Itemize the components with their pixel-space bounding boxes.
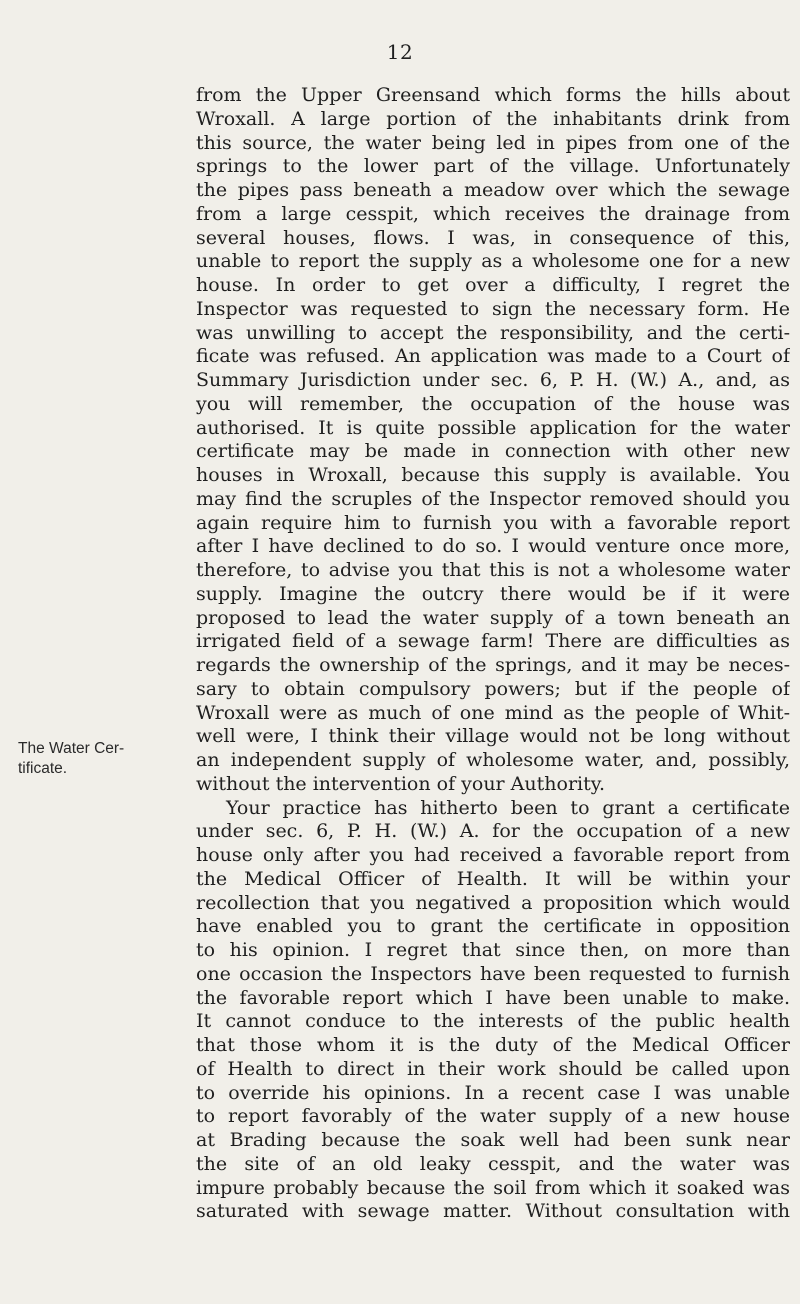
text-line: from a large cesspit, which receives the drainage from [196, 202, 790, 225]
text-line: springs to the lower part of the village. Unfortunately [196, 155, 790, 178]
text-line: regards the ownership of the springs, and it may be neces- [196, 654, 790, 676]
text-line: ficate was refused. An application was made to a Court of [196, 345, 790, 368]
text-line: from the Upper Greensand which forms the hills about [196, 84, 790, 106]
text-line: Wroxall. A large portion of the inhabitants drink from [196, 107, 790, 130]
text-line: an independent supply of wholesome water, and, possibly, [196, 749, 790, 771]
marginal-note [18, 739, 188, 779]
text-line: without the intervention of your Authority. [196, 772, 605, 795]
text-line: this source, the water being led in pipes from one of the [196, 131, 790, 154]
text-line: impure probably because the soil from which it soaked was [196, 1176, 790, 1199]
marginal-note-line: The Water Cer- [18, 740, 125, 757]
text-line: to his opinion. I regret that since then, on more than [196, 939, 790, 961]
text-line: certificate may be made in connection with other new [196, 440, 790, 463]
text-line: houses in Wroxall, because this supply is available. You [196, 464, 790, 486]
text-line: therefore, to advise you that this is not a wholesome water [196, 559, 790, 581]
text-line: the site of an old leaky cesspit, and the water was [196, 1152, 790, 1175]
text-line: unable to report the supply as a wholesome one for a new [196, 250, 790, 273]
text-line: supply. Imagine the outcry there would be if it were [196, 582, 790, 605]
text-line: have enabled you to grant the certificate in opposition [196, 915, 790, 938]
text-line: recollection that you negatived a proposition which would [196, 891, 790, 914]
text-line: to report favorably of the water supply of a new house [196, 1105, 790, 1128]
text-line: was unwilling to accept the responsibility, and the certi- [196, 321, 790, 344]
text-line: the favorable report which I have been unable to make. [196, 986, 790, 1009]
text-line: authorised. It is quite possible application for the water [196, 416, 790, 439]
text-line: the pipes pass beneath a meadow over which the sewage [196, 179, 790, 201]
text-line: Summary Jurisdiction under sec. 6, P. H. (W.) A., and, as [196, 369, 790, 391]
page-number: 12 [386, 40, 414, 64]
text-line: Wroxall were as much of one mind as the people of Whit- [196, 701, 790, 724]
text-line: Inspector was requested to sign the necessary form. He [196, 297, 790, 320]
text-line: of Health to direct in their work should be called upon [196, 1057, 790, 1080]
body-text [196, 84, 790, 1224]
text-line: again require him to furnish you with a favorable report [196, 511, 790, 534]
text-line: saturated with sewage matter. Without consultation with [196, 1200, 790, 1223]
text-line: It cannot conduce to the interests of the public health [196, 1010, 790, 1033]
text-line: may find the scruples of the Inspector removed should you [196, 487, 790, 510]
text-line: under sec. 6, P. H. (W.) A. for the occupation of a new [196, 820, 790, 843]
text-line: after I have declined to do so. I would venture once more, [196, 535, 790, 558]
text-line: to override his opinions. In a recent case I was unable [196, 1081, 790, 1104]
text-line: you will remember, the occupation of the house was [196, 392, 790, 415]
text-line: house only after you had received a favorable report from [196, 844, 790, 866]
text-line: irrigated field of a sewage farm! There are difficulties as [196, 630, 790, 653]
text-line: the Medical Officer of Health. It will be within your [196, 867, 790, 890]
text-line: several houses, flows. I was, in consequence of this, [196, 226, 790, 249]
text-line: well were, I think their village would not be long without [196, 725, 790, 748]
text-line: that those whom it is the duty of the Medical Officer [196, 1034, 790, 1056]
text-line: sary to obtain compulsory powers; but if the people of [196, 677, 790, 700]
text-line: at Brading because the soak well had been sunk near [196, 1129, 790, 1151]
marginal-note-line: tificate. [18, 760, 68, 777]
text-line: one occasion the Inspectors have been requested to furnish [196, 962, 790, 985]
text-line: proposed to lead the water supply of a town beneath an [196, 606, 790, 629]
text-line: house. In order to get over a difficulty, I regret the [196, 274, 790, 296]
text-line: Your practice has hitherto been to grant a certificate [226, 796, 790, 819]
